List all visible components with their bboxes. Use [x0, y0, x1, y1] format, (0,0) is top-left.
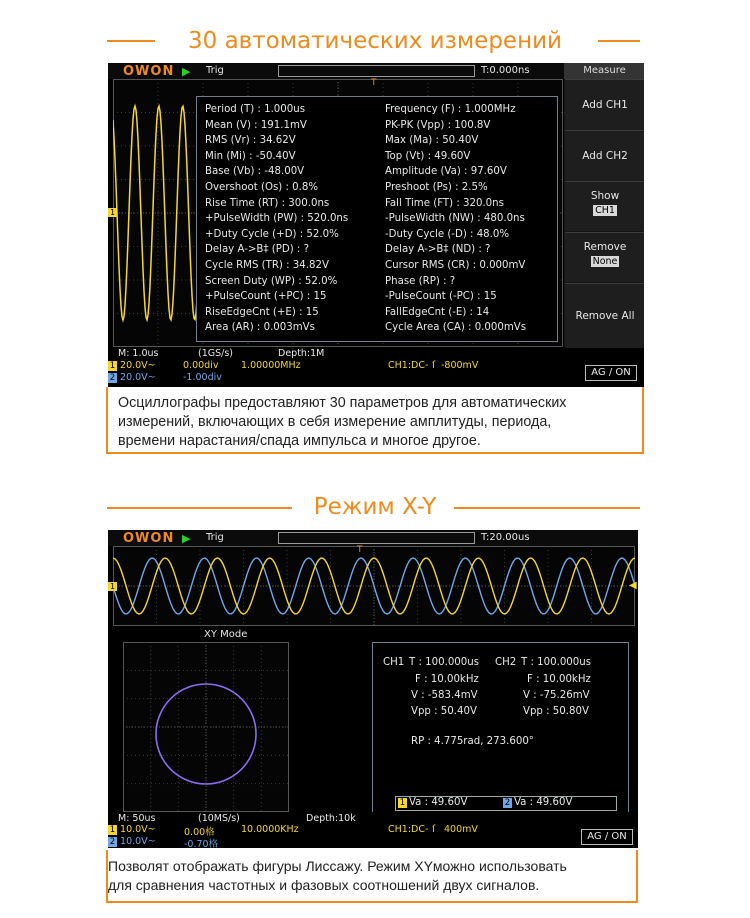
- xy-mode-label: XY Mode: [204, 629, 248, 640]
- measurement-item: Mean (V) : 191.1mV: [205, 119, 307, 131]
- ch2-frequency-info: F : 10.00kHz: [527, 674, 591, 685]
- measurement-item: Frequency (F) : 1.000MHz: [385, 104, 516, 115]
- ch1-badge: 1: [109, 825, 116, 835]
- ch1-vpp: Vpp : 50.40V: [411, 706, 477, 717]
- remove-value: None: [592, 256, 618, 267]
- remove-label: Remove: [583, 241, 627, 253]
- ch2-offset: -0.70格: [184, 839, 219, 848]
- measurement-item: -Duty Cycle (-D) : 48.0%: [385, 228, 510, 240]
- ag-on-label: AG / ON: [591, 367, 631, 378]
- add-ch2-button[interactable]: [565, 130, 644, 181]
- caption-frame-bottom: [106, 452, 644, 454]
- oscilloscope-screen-measure: [108, 63, 644, 387]
- trigger-status: Trig: [206, 532, 224, 543]
- measurement-item: Fall Time (FT) : 320.0ns: [385, 197, 504, 209]
- ch1-frequency: 1.00000MHz: [241, 360, 301, 371]
- status-area: [108, 348, 644, 387]
- trigger-level: 400mV: [444, 824, 478, 835]
- ch1-offset: 0.00div: [183, 360, 219, 371]
- status-row-3: [108, 372, 222, 383]
- measurement-item: RMS (Vr) : 34.62V: [205, 135, 296, 147]
- time-position: T:20.00us: [481, 532, 530, 543]
- ch2-voltage: V : -75.26mV: [523, 690, 590, 701]
- trigger-marker-icon: T: [371, 78, 377, 88]
- measurement-item: +PulseWidth (PW) : 520.0ns: [205, 213, 349, 225]
- measure-menu: [564, 65, 644, 347]
- measurement-item: -PulseWidth (NW) : 480.0ns: [385, 213, 525, 225]
- caption-line: времени нарастания/спада импульса и многое другое.: [118, 433, 481, 449]
- status-row-3: [108, 836, 219, 848]
- lissajous-svg: [123, 642, 289, 812]
- ch2-amplitude: Va : 49.60V: [514, 797, 573, 808]
- section1-heading: 30 автоматических измерений: [188, 28, 562, 54]
- top-bar: [108, 530, 638, 546]
- measurement-item: Base (Vb) : -48.00V: [205, 166, 305, 178]
- ch2-scale: 10.0V~: [120, 836, 156, 847]
- ch1-offset: 0.00格: [184, 827, 215, 838]
- add-ch1-label: Add CH1: [582, 99, 628, 111]
- status-row-2: [108, 824, 478, 838]
- measurement-item: Period (T) : 1.000us: [205, 104, 306, 115]
- ch1-level-marker: 1: [109, 208, 116, 217]
- measurement-item: Area (AR) : 0.003mVs: [205, 322, 315, 334]
- section2-heading: Режим X-Y: [313, 494, 437, 520]
- caption-frame-bottom: [106, 901, 638, 903]
- remove-all-button[interactable]: [565, 283, 644, 348]
- trigger-level-arrow-icon: ◀: [629, 580, 637, 591]
- measurement-item: Preshoot (Ps) : 2.5%: [385, 182, 488, 193]
- dual-waveform-svg: [113, 546, 635, 626]
- measurement-item: Cursor RMS (CR) : 0.000mV: [385, 260, 526, 271]
- run-icon[interactable]: ▶: [182, 65, 191, 78]
- ch2-badge: 2: [109, 373, 116, 383]
- add-ch1-button[interactable]: [565, 79, 644, 130]
- status-row-2: [108, 360, 479, 371]
- measurement-item: Overshoot (Os) : 0.8%: [205, 182, 319, 193]
- ch2-info-label: CH2: [495, 657, 517, 668]
- measurement-item: Delay A->B‡ (PD) : ?: [205, 244, 309, 256]
- ch1-frequency-info: F : 10.00kHz: [415, 674, 479, 685]
- measurement-item: -PulseCount (-PC) : 15: [385, 291, 497, 303]
- brand-logo: OWON: [123, 64, 175, 79]
- xy-info-panel: [372, 642, 629, 814]
- rising-edge-icon: ſ: [432, 360, 436, 371]
- measurement-item: PK-PK (Vpp) : 100.8V: [385, 119, 491, 131]
- ag-on-button[interactable]: [585, 365, 637, 381]
- top-bar: [108, 63, 564, 79]
- memory-depth: Depth:10k: [306, 813, 356, 824]
- caption-line: Позволят отображать фигуры Лиссажу. Режим XYможно использовать: [108, 858, 567, 874]
- measurement-item: FallEdgeCnt (-E) : 14: [385, 306, 490, 318]
- status-area: [108, 812, 638, 848]
- ch2-offset: -1.00div: [183, 372, 222, 383]
- trigger-marker-icon: T: [357, 545, 363, 555]
- ch2-period: T : 100.000us: [521, 657, 592, 668]
- measurement-item: Amplitude (Va) : 97.60V: [385, 166, 507, 178]
- measurement-item: Rise Time (RT) : 300.0ns: [205, 197, 330, 209]
- measurement-item: Phase (RP) : ?: [385, 275, 456, 287]
- caption-line: для сравнения частотных и фазовых соотношений двух сигналов.: [108, 877, 540, 893]
- ch1-badge: 1: [399, 798, 406, 808]
- memory-depth: Depth:1M: [278, 348, 325, 359]
- run-icon[interactable]: ▶: [182, 532, 191, 545]
- trigger-source: CH1:DC-: [388, 360, 429, 371]
- ch1-scale: 20.0V~: [120, 360, 156, 371]
- add-ch2-label: Add CH2: [582, 150, 628, 162]
- rising-edge-icon: ſ: [432, 824, 436, 835]
- ch1-amplitude: Va : 49.60V: [409, 797, 468, 808]
- measurement-item: Cycle Area (CA) : 0.000mVs: [385, 322, 527, 334]
- section2-caption: [108, 857, 636, 895]
- measurement-item: RiseEdgeCnt (+E) : 15: [205, 306, 319, 318]
- caption-frame-right: [636, 850, 638, 903]
- ch2-badge: 2: [109, 837, 116, 847]
- xy-grid: [123, 642, 289, 812]
- heading-rule-right: [454, 507, 640, 509]
- caption-line: измерений, включающих в себя измерение амплитуды, периода,: [118, 414, 552, 430]
- brand-logo: OWON: [123, 531, 175, 546]
- status-row-1: [118, 348, 325, 359]
- ch1-info-label: CH1: [383, 657, 405, 668]
- ch1-period: T : 100.000us: [409, 657, 480, 668]
- ch1-frequency: 10.0000KHz: [241, 824, 299, 835]
- ag-on-label: AG / ON: [587, 831, 627, 842]
- sample-rate: (1GS/s): [198, 348, 233, 359]
- show-label: Show: [590, 190, 620, 202]
- caption-frame-left: [106, 387, 108, 453]
- measurement-item: Top (Vt) : 49.60V: [385, 150, 471, 162]
- ch2-badge: 2: [504, 798, 511, 808]
- measurement-item: +Duty Cycle (+D) : 52.0%: [205, 228, 339, 240]
- waveform-grid: [113, 546, 635, 626]
- ch2-vpp: Vpp : 50.80V: [523, 706, 589, 717]
- caption-line: Осциллографы предоставляют 30 параметров для автоматических: [118, 395, 567, 411]
- time-window-bar: [278, 65, 475, 77]
- measurement-item: +PulseCount (+PC) : 15: [205, 291, 327, 303]
- time-window-bar: [278, 532, 475, 544]
- phase-readout: RP : 4.775rad, 273.600°: [411, 736, 534, 747]
- measure-menu-title: Measure: [564, 63, 644, 79]
- measurement-panel: [196, 96, 558, 342]
- va-readout-bar: [395, 796, 617, 811]
- timebase: M: 1.0us: [118, 348, 159, 359]
- show-value: CH1: [595, 205, 615, 216]
- remove-button[interactable]: [565, 232, 644, 282]
- timebase: M: 50us: [118, 813, 156, 824]
- oscilloscope-screen-xy: [108, 530, 638, 848]
- ch1-badge: 1: [109, 361, 116, 371]
- measurement-item: Max (Ma) : 50.40V: [385, 135, 479, 147]
- heading-rule-right: [598, 40, 640, 42]
- status-row-1: [118, 813, 356, 824]
- remove-all-label: Remove All: [575, 310, 635, 322]
- ch2-scale: 20.0V~: [120, 372, 156, 383]
- ch1-voltage: V : -583.4mV: [411, 690, 478, 701]
- measurement-item: Delay A->B‡ (ND) : ?: [385, 244, 491, 256]
- show-button[interactable]: [565, 181, 644, 231]
- section1-caption: [118, 394, 638, 451]
- trigger-level: -800mV: [441, 360, 479, 371]
- trigger-source: CH1:DC-: [388, 824, 429, 835]
- ag-on-button[interactable]: [581, 829, 633, 845]
- time-position: T:0.000ns: [481, 65, 530, 76]
- ch1-level-marker: 1: [109, 582, 116, 591]
- sample-rate: (10MS/s): [198, 813, 240, 824]
- ch1-scale: 10.0V~: [120, 824, 156, 835]
- measurement-item: Cycle RMS (TR) : 34.82V: [205, 260, 329, 271]
- measurement-item: Screen Duty (WP) : 52.0%: [205, 275, 338, 287]
- measurement-item: Min (Mi) : -50.40V: [205, 150, 296, 162]
- trigger-status: Trig: [206, 65, 224, 76]
- caption-frame-right: [642, 387, 644, 453]
